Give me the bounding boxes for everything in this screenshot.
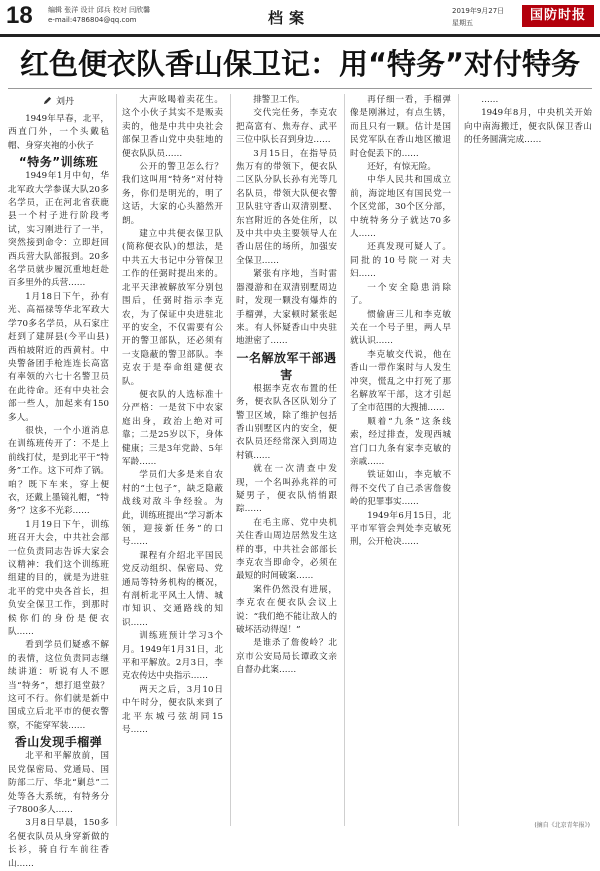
- paragraph: 惯偷唐三儿和李克敏关在一个号子里，两人早就认识……: [350, 309, 451, 347]
- paragraph: 一个安全隐患消除了。: [350, 282, 451, 307]
- paragraph: 在毛主席、党中央机关住香山周边居然发生这样的事，中共社会部部长李克农当即命令，必须在最短的时间破案……: [236, 517, 337, 582]
- paragraph: 铁证如山，李克敏不得不交代了自己杀害詹俊岭的犯罪事实……: [350, 470, 451, 508]
- source-note: (摘自《北京青年报》): [534, 822, 590, 829]
- article-headline: 红色便衣队香山保卫记：用“特务”对付特务: [19, 47, 581, 81]
- paragraph: 紧张有序地，当时雷器漫游和在双清别墅周边时，发现一颗没有爆炸的手榴弹，大家顿时紧张起来。有人怀疑香山中央驻地泄密了……: [236, 269, 337, 347]
- paragraph: ……: [481, 95, 499, 105]
- column-divider: [116, 94, 117, 826]
- paragraph: 再仔细一看，手榴弹像是刚淋过，有点生锈，而且只有一颗。估计是国民党军队在香山地区撤退时仓促丢下的……: [350, 95, 451, 159]
- paragraph: 公开的警卫怎么行？我们这叫用“特务”对付特务，你们是明光的，明了这话，大家的心头豁然开朗。: [122, 162, 223, 226]
- paragraph: 案件仍然没有进展，李克农在便衣队会议上说：“我们绝不能让敌人的破坏活动得逞！”: [236, 584, 337, 636]
- paragraph: 训练班预计学习3个月。1949年1月31日，北平和平解放。2月3日，李克农传达中央指示……: [122, 631, 223, 682]
- byline: [8, 94, 109, 107]
- paragraph: 3月8日早晨，150多名便衣队员从身穿新做的长衫，骑自行车前往香山……: [8, 818, 109, 869]
- paragraph: 根据李克农布置的任务，便衣队各区队划分了警卫区域，除了维护包括香山别墅区内的安全，便衣队员还经常深入到周边村镇……: [236, 383, 337, 461]
- paragraph: 1949年早春，北平，西直门外，一个头戴毡帽、身穿夹袍的小伙子: [8, 114, 109, 151]
- paragraph: 还真发现可疑人了。同批的10号院一对夫妇……: [350, 242, 451, 280]
- paragraph: 中华人民共和国成立前，海淀地区有国民党一个区党部，30个区分部，中统特务分子就达70多人……: [350, 175, 451, 240]
- paragraph: 3月15日，在指导员焦万有的带领下，便衣队二区队分队长孙有光等几名队员，带领大队便衣警卫队驻守香山双清别墅、东宫附近的各处住所，以及中共中央主要领导人在香山居住的场所，加强安全保卫……: [236, 148, 337, 266]
- paragraph: 就在一次清查中发现，一个名叫孙兆祥的可疑男子，便衣队悄悄跟踪……: [236, 464, 337, 515]
- date-line: 2019年9月27日: [452, 7, 505, 15]
- column-divider: [458, 94, 459, 826]
- newspaper-masthead: 国防时报: [522, 5, 594, 27]
- column-divider: [344, 94, 345, 826]
- paragraph: 1月18日下午，孙有光、高福禄等华北军政大学70多名学员，从石家庄赶到了建屏县(今平山县)西柏坡附近的西黄村。中央警备团手枪连连长高富有率领的六七十名警卫员在此待命。还有中央社会部一些人，加起来有150多人。: [8, 291, 109, 423]
- email-line: e-mail:4786804@qq.com: [48, 16, 137, 24]
- section-subhead: 香山发现手榴弹: [14, 735, 103, 750]
- article-column-2: [122, 94, 223, 826]
- column-divider: [230, 94, 231, 826]
- paragraph: 看到学员们疑惑不解的表情，这位负责同志继续讲道：听说有人不愿当“特务”，想打退堂鼓？这可不行。你们就是新中国成立后北平市的便衣警察，不能穿军装……: [8, 640, 109, 731]
- page-header: [0, 0, 600, 37]
- section-subhead: “特务”训练班: [18, 155, 99, 170]
- paragraph: 李克敏交代说，他在香山一带作案时与人发生冲突，慌乱之中打死了那名解放军干部，这才引起了全市范围的大搜捕……: [350, 349, 451, 414]
- paragraph: 1月19日下午，训练班召开大会，中共社会部一位负责同志告诉大家会议精神：我们这个训练班组建的目的，就是为进驻北平的党中央各首长，担负安全保卫工作，到那时候你们的身份是便衣队……: [8, 519, 109, 638]
- section-subhead: 一名解放军干部遇害: [236, 350, 337, 382]
- paragraph: 交代完任务，李克农把高富有、焦寿存、武平三位中队长召到身边……: [236, 108, 337, 146]
- article-column-4: [350, 94, 451, 826]
- paragraph: 是谁杀了詹俊岭？北京市公安局局长谭政文亲自督办此案……: [236, 638, 337, 676]
- article-column-3: [236, 94, 337, 826]
- section-title: 档案: [268, 9, 311, 27]
- paragraph: 顺着“九条”这条线索，经过排查，发现西城宫门口九条有家李克敏的亲戚……: [350, 416, 451, 467]
- paragraph: 1949年8月，中央机关开始向中南海搬迁，便衣队保卫香山的任务圆满完成……: [464, 108, 592, 146]
- issue-date: [452, 5, 504, 29]
- author-name: 刘丹: [55, 97, 74, 107]
- article-column-1: [8, 94, 109, 869]
- article-column-5: [464, 94, 592, 826]
- paragraph: 北平和平解放前，国民党保密局、党通局、国防部二厅、华北“剿总”二处等各大系统，有特务分子7800多人……: [8, 751, 109, 815]
- weekday-line: 星期五: [452, 19, 473, 27]
- editor-credits: [48, 5, 208, 25]
- paragraph: 学员们大多是来自农村的“土包子”，缺乏隐蔽战线对敌斗争经验。为此，训练班提出“学习新本领，迎接新任务”的口号……: [122, 470, 223, 548]
- paragraph: 便衣队的人选标准十分严格：一是贫下中农家庭出身，政治上绝对可靠；二是25岁以下，身体健康；三是3年党龄、5年军龄……: [122, 389, 223, 467]
- paragraph: 建立中共便衣保卫队(简称便衣队)的想法，是中共五大书记中分管保卫工作的任弼时提出来的。北平天津被解放军分别包围后，任弼时指示李克农，为了保证中央进驻北平的安全，不仅需要有公开的警卫部队，还必须有一支隐蔽的警卫部队。李克农于是奉命组建便衣队。: [122, 229, 223, 387]
- pen-icon: [43, 96, 52, 105]
- paragraph: 还好，有惊无险。: [367, 162, 436, 173]
- paragraph: 排警卫工作。: [253, 95, 305, 105]
- paragraph: 课程有介绍北平国民党反动组织、保密局、党通局等特务机构的概况，有剖析北平风土人情、城市知识、交通路线的知识……: [122, 550, 223, 628]
- paragraph: 两天之后，3月10日中午时分，便衣队来到了北平东城弓弦胡同15号……: [122, 684, 223, 736]
- paragraph: 很快，一个小道消息在训练班传开了：不是上前线打仗，是到北平干“特务”工作。这下可炸了锅。咱？既下车来，穿上便衣，还戴上墨镜礼帽，“特务”？这多不光彩……: [8, 425, 109, 517]
- page-number: 18: [6, 2, 33, 29]
- paragraph: 大声吆喝着卖花生。这个小伙子其实不是贩卖卖的，他是中共中央社会部保卫香山党中央驻地的便衣队队员……: [122, 95, 223, 159]
- paragraph: 1949年6月15日，北平市军管会判处李克敏死刑，公开枪决……: [350, 510, 451, 548]
- headline-divider: [8, 88, 592, 89]
- editors-line: 编辑 张洋 设计 邱兵 校对 闫欣馨: [48, 6, 151, 14]
- paragraph: 1949年1月中旬，华北军政大学参谋大队20多名学员，正在河北省获鹿县一个村子进行阶段考试，实习刚进行了一半，突然接到命令：立即赶回西兵营大队部报到。20多名学员就步履沉重地赶赴百多里外的兵营……: [8, 171, 109, 289]
